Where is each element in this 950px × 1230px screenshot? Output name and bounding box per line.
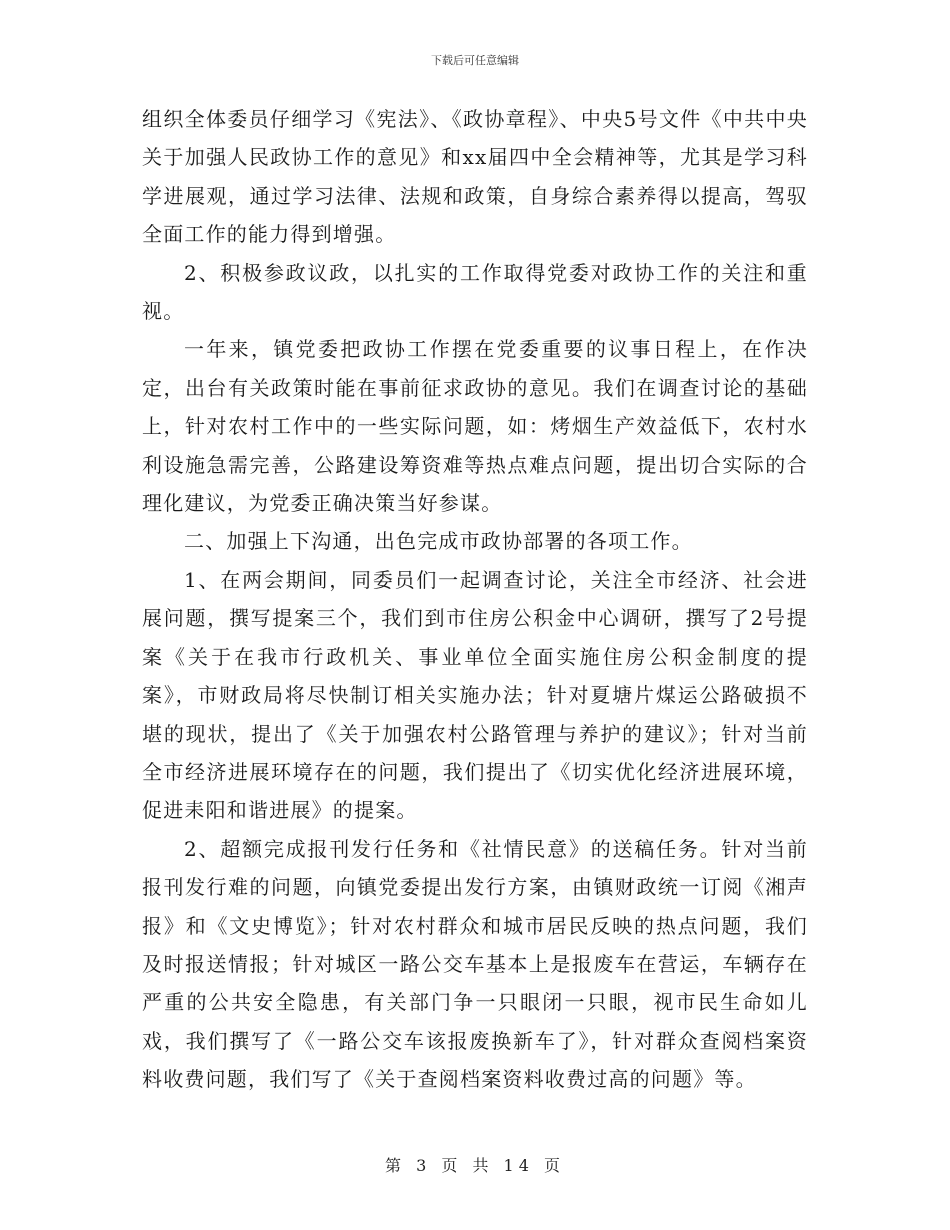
page-number: 第 3 页 共 14 页 <box>385 1156 565 1175</box>
paragraph-body: 一年来，镇党委把政协工作摆在党委重要的议事日程上，在作决定，出台有关政策时能在事前征求政协的意见。我们在调查讨论的基础上，针对农村工作中的一些实际问题，如：烤烟生产效益低下，农村水利设施急需完善，公路建设筹资难等热点难点问题，提出切合实际的合理化建议，为党委正确决策当好参谋。 <box>142 337 808 516</box>
document-body <box>142 100 808 1099</box>
page-header: 下载后可任意编辑 <box>431 54 519 67</box>
paragraph-continued: 组织全体委员仔细学习《宪法》、《政协章程》、中央5号文件《中共中央关于加强人民政协工作的意见》和xx届四中全会精神等，尤其是学习科学进展观，通过学习法律、法规和政策，自身综合素养得以提高，驾驭全面工作的能力得到增强。 <box>142 107 808 247</box>
paragraph-item-2: 2、超额完成报刊发行任务和《社情民意》的送稿任务。针对当前报刊发行难的问题，向镇党委提出发行方案，由镇财政统一订阅《湘声报》和《文史博览》；针对农村群众和城市居民反映的热点问题，我们及时报送情报；针对城区一路公交车基本上是报废车在营运，车辆存在严重的公共安全隐患，有关部门争一只眼闭一只眼，视市民生命如儿戏，我们撰写了《一路公交车该报废换新车了》，针对群众查阅档案资料收费问题，我们写了《关于查阅档案资料收费过高的问题》等。 <box>142 836 808 1092</box>
paragraph-heading-two: 二、加强上下沟通，出色完成市政协部署的各项工作。 <box>184 529 693 554</box>
paragraph-item-1: 1、在两会期间，同委员们一起调查讨论，关注全市经济、社会进展问题，撰写提案三个，我们到市住房公积金中心调研，撰写了2号提案《关于在我市行政机关、事业单位全面实施住房公积金制度的提案》，市财政局将尽快制订相关实施办法；针对夏塘片煤运公路破损不堪的现状，提出了《关于加强农村公路管理与养护的建议》；针对当前全市经济进展环境存在的问题，我们提出了《切实优化经济进展环境，促进耒阳和谐进展》的提案。 <box>142 567 808 823</box>
paragraph-section-2: 2、积极参政议政，以扎实的工作取得党委对政协工作的关注和重视。 <box>142 260 808 324</box>
